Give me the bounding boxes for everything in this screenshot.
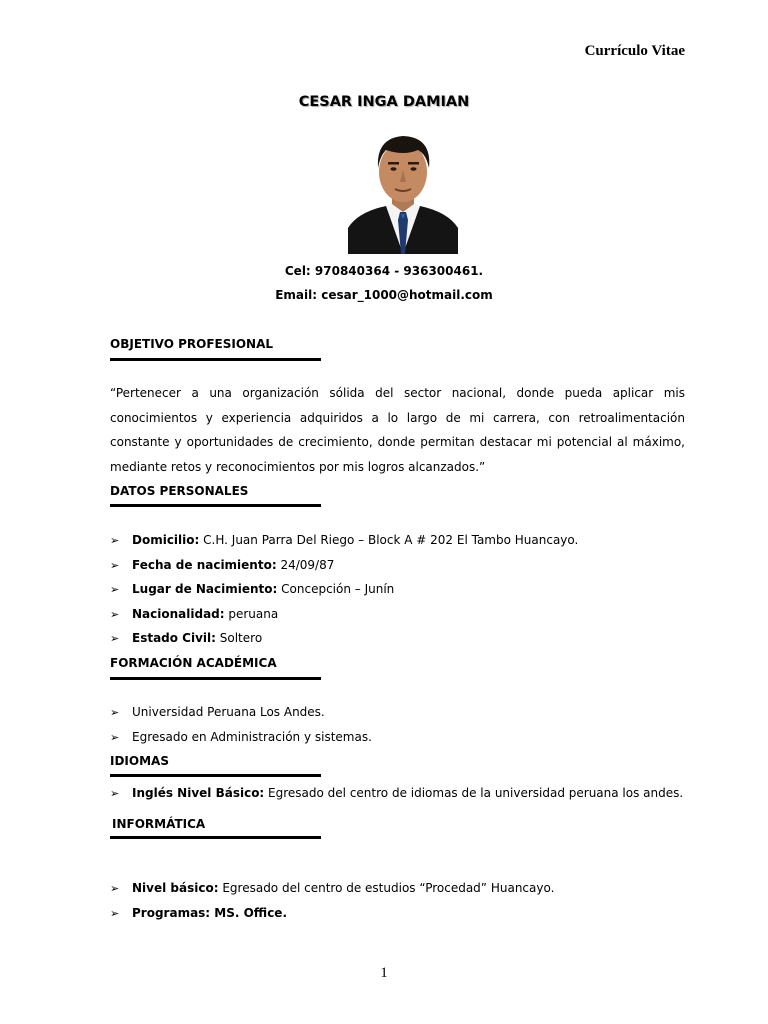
candidate-name: CESAR INGA DAMIAN xyxy=(298,94,470,110)
item-value: peruana xyxy=(224,606,279,621)
list-item xyxy=(110,631,710,656)
item-text: Egresado en Administración y sistemas. xyxy=(132,729,372,744)
list-item xyxy=(110,533,710,558)
profile-photo-drawing xyxy=(348,128,458,254)
list-item xyxy=(110,558,710,583)
list-item xyxy=(110,730,710,755)
arrowhead-bullet-icon: ➢ xyxy=(110,882,120,895)
item-value: 24/09/87 xyxy=(276,557,335,572)
informatica-list xyxy=(110,881,710,930)
list-item xyxy=(110,786,710,811)
item-label: Fecha de nacimiento: xyxy=(132,557,277,572)
document-header-label: Currículo Vitae xyxy=(584,43,685,59)
section-underline xyxy=(110,504,321,507)
item-label: Domicilio: xyxy=(132,533,200,547)
item-value: Concepción – Junín xyxy=(277,582,395,596)
list-item xyxy=(110,582,710,607)
datos-list xyxy=(110,533,710,656)
list-item xyxy=(110,607,710,632)
arrowhead-bullet-icon: ➢ xyxy=(110,730,120,744)
item-value: Soltero xyxy=(215,631,263,645)
section-underline xyxy=(110,677,321,680)
arrowhead-bullet-icon: ➢ xyxy=(110,583,120,596)
item-text: Universidad Peruana Los Andes. xyxy=(132,705,325,719)
profile-photo xyxy=(348,128,458,254)
section-underline xyxy=(110,774,321,777)
idiomas-list xyxy=(110,786,710,811)
arrowhead-bullet-icon: ➢ xyxy=(110,534,120,547)
list-item xyxy=(110,906,710,931)
section-underline xyxy=(110,836,321,839)
arrowhead-bullet-icon: ➢ xyxy=(110,607,120,621)
section-underline xyxy=(110,358,321,361)
item-value: Egresado del centro de estudios “Procedad” Huancayo. xyxy=(218,881,555,895)
item-label: Estado Civil: xyxy=(132,631,216,645)
page-number: 1 xyxy=(380,965,388,981)
formacion-list xyxy=(110,705,710,754)
section-title-idiomas: IDIOMAS xyxy=(110,754,169,768)
arrowhead-bullet-icon: ➢ xyxy=(110,558,120,572)
arrowhead-bullet-icon: ➢ xyxy=(110,787,120,800)
item-label: Programas: xyxy=(132,905,211,920)
item-label: Inglés Nivel Básico: xyxy=(132,786,265,800)
objetivo-paragraph: “Pertenecer a una organización sólida del sector nacional, donde pueda aplicar mis conocimientos y experiencia adquiridos a lo largo de mi carrera, con retroalimentación constante y oportunidades de crecimiento, donde permitan destacar mi potencial al máximo, mediante retos y reconocimientos por mis logros alcanzados.” xyxy=(110,386,685,474)
arrowhead-bullet-icon: ➢ xyxy=(110,906,120,920)
section-title-datos: DATOS PERSONALES xyxy=(110,484,249,498)
list-item xyxy=(110,705,710,730)
item-value: C.H. Juan Parra Del Riego – Block A # 202 El Tambo Huancayo. xyxy=(199,533,579,547)
list-item xyxy=(110,881,710,906)
item-value: Egresado del centro de idiomas de la universidad peruana los andes. xyxy=(264,786,684,800)
section-title-formacion: FORMACIÓN ACADÉMICA xyxy=(110,656,277,670)
item-label: Lugar de Nacimiento: xyxy=(132,582,278,596)
email-text: Email: cesar_1000@hotmail.com xyxy=(275,288,493,302)
section-title-objetivo: OBJETIVO PROFESIONAL xyxy=(110,337,274,351)
item-value: MS. Office. xyxy=(210,905,288,920)
arrowhead-bullet-icon: ➢ xyxy=(110,706,120,719)
item-label: Nivel básico: xyxy=(132,881,219,895)
phone-text: Cel: 970840364 - 936300461. xyxy=(284,264,484,278)
arrowhead-bullet-icon: ➢ xyxy=(110,632,120,645)
item-label: Nacionalidad: xyxy=(132,606,225,621)
section-title-informatica: INFORMÁTICA xyxy=(112,817,206,831)
